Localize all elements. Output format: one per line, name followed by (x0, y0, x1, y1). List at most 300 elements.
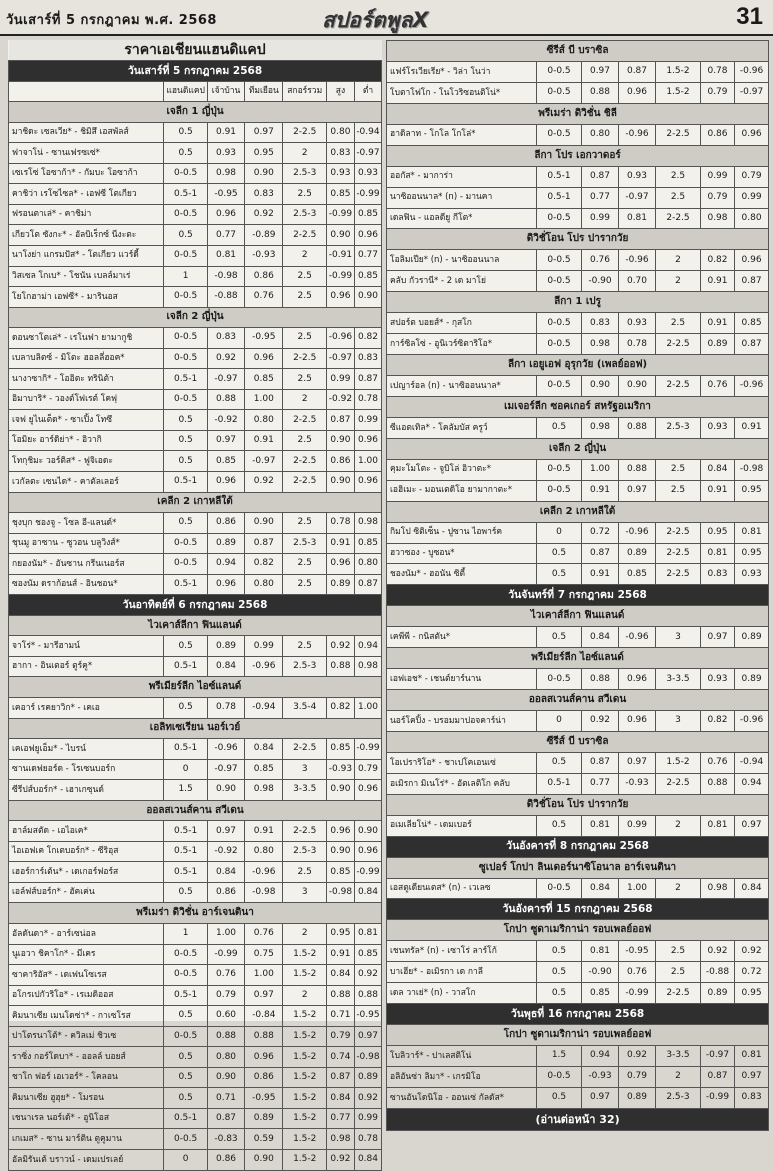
league-header-label: เคลีก 2 เกาหลีใต้ (9, 492, 382, 513)
odds-cell: 0.82 (354, 328, 381, 349)
odds-cell: 0.95 (735, 480, 769, 501)
odds-cell: 0.88 (619, 459, 656, 480)
odds-cell: 0.59 (245, 1129, 283, 1150)
match-teams: คุมะโมโตะ - จูบิโล่ อิวาตะ* (387, 459, 537, 480)
odds-cell: 0.93 (619, 166, 656, 187)
odds-cell: 0 (164, 1150, 208, 1171)
odds-cell: 0.5 (164, 882, 208, 903)
odds-cell: 0.86 (207, 513, 244, 534)
league-header-label: เจลีก 1 ญี่ปุ่น (9, 102, 382, 123)
match-row (387, 480, 769, 501)
odds-cell: 2.5-3 (656, 1087, 701, 1108)
odds-cell: 0.87 (582, 166, 619, 187)
league-header (387, 292, 769, 313)
odds-cell: 0.86 (245, 1067, 283, 1088)
odds-cell: 0.93 (207, 143, 244, 164)
odds-cell: 1.5-2 (283, 965, 327, 986)
odds-cell: 0.90 (326, 430, 354, 451)
match-teams: เกียวโต ซังกะ* - อัลบิเร็กซ์ นีงะตะ (9, 225, 164, 246)
league-header (387, 731, 769, 752)
odds-cell: 0.99 (245, 636, 283, 657)
odds-cell: 2.5 (283, 636, 327, 657)
section-title-label: ราคาเอเชียนแฮนดิแคป (9, 40, 382, 61)
match-row (387, 1046, 769, 1067)
odds-cell: 0.89 (326, 574, 354, 595)
odds-cell: 0.96 (354, 780, 381, 801)
odds-cell: 0.93 (701, 669, 735, 690)
odds-cell: 0.98 (582, 417, 619, 438)
match-teams: เอฮิเมะ - มอนเตดิโอ ยามากาตะ* (387, 480, 537, 501)
odds-cell: 0.96 (245, 348, 283, 369)
page-header (0, 0, 773, 36)
odds-cell: -0.93 (619, 773, 656, 794)
match-teams: กิมโป ซิติเซ็น - ปูซาน ไอพาร์ค (387, 522, 537, 543)
odds-cell: -0.90 (582, 271, 619, 292)
odds-cell: 0-0.5 (164, 245, 208, 266)
odds-cell: 0.80 (245, 410, 283, 431)
match-row (387, 1087, 769, 1108)
odds-cell: -0.92 (326, 389, 354, 410)
odds-cell: 0.95 (701, 522, 735, 543)
odds-cell: 2-2.5 (283, 451, 327, 472)
odds-cell: 0.5 (164, 143, 208, 164)
odds-cell: 0.84 (245, 739, 283, 760)
odds-cell: 2-2.5 (656, 983, 701, 1004)
odds-cell: 0-0.5 (164, 533, 208, 554)
match-row (387, 187, 769, 208)
odds-cell: -0.99 (354, 739, 381, 760)
odds-cell: 0.85 (354, 533, 381, 554)
odds-cell: 2 (656, 878, 701, 899)
odds-cell: 0.79 (354, 759, 381, 780)
match-row (9, 965, 382, 986)
odds-cell: 0.96 (735, 124, 769, 145)
odds-cell: -0.88 (207, 287, 244, 308)
odds-cell: 0.79 (735, 166, 769, 187)
odds-cell: 0.80 (326, 122, 354, 143)
match-teams: เอสตูเดียนเตส* (n) - เวเลซ (387, 878, 537, 899)
odds-cell: 0.5 (537, 417, 582, 438)
odds-cell: 0.70 (619, 271, 656, 292)
odds-cell: -0.93 (245, 245, 283, 266)
league-header (387, 501, 769, 522)
match-teams: การ์ซิลโซ่ - อูนิเวร์ซิตาริโอ* (387, 334, 537, 355)
league-header-label: ออลสเวนส์คาน สวีเดน (387, 690, 769, 711)
odds-cell: 0.90 (619, 376, 656, 397)
odds-cell: 0.96 (619, 669, 656, 690)
match-row (9, 410, 382, 431)
league-header-label: ไวเคาส์ลีกา ฟินแลนด์ (387, 606, 769, 627)
odds-cell: 2.5 (283, 266, 327, 287)
column-header: แฮนดิแคป (164, 81, 208, 102)
odds-cell: 0.84 (735, 878, 769, 899)
odds-cell: 0.75 (245, 944, 283, 965)
odds-cell: -0.95 (207, 184, 244, 205)
odds-cell: 0.96 (354, 225, 381, 246)
odds-cell: -0.90 (582, 962, 619, 983)
odds-cell: 1 (164, 924, 208, 945)
odds-cell: 0.97 (207, 821, 244, 842)
league-header (9, 903, 382, 924)
match-row (9, 574, 382, 595)
odds-cell: 0.87 (701, 1066, 735, 1087)
match-row (387, 250, 769, 271)
odds-cell: 2.5 (283, 328, 327, 349)
match-teams: เดลฟิน - แอลดียู กีโต* (387, 208, 537, 229)
odds-cell: -0.97 (619, 187, 656, 208)
odds-cell: 0.98 (582, 334, 619, 355)
match-row (9, 759, 382, 780)
odds-cell: -0.96 (207, 739, 244, 760)
match-row (9, 245, 382, 266)
odds-cell: -0.96 (619, 522, 656, 543)
match-row (9, 430, 382, 451)
odds-cell: 0.5 (164, 513, 208, 534)
odds-cell: -0.94 (354, 122, 381, 143)
match-teams: ฮาล์มสตัด - เอไอเค* (9, 821, 164, 842)
odds-cell: 0.76 (701, 752, 735, 773)
match-row (387, 124, 769, 145)
match-teams: ฟรอนตาเล่* - คาชิม่า (9, 204, 164, 225)
odds-cell: 1.5-2 (283, 1108, 327, 1129)
odds-cell: 2 (283, 389, 327, 410)
odds-cell: 0.5-1 (537, 166, 582, 187)
odds-cell: 0.79 (701, 82, 735, 103)
odds-cell: 0.92 (326, 1150, 354, 1171)
odds-cell: 0.88 (207, 389, 244, 410)
odds-cell: -0.95 (619, 941, 656, 962)
match-row (387, 522, 769, 543)
odds-cell: 0.79 (701, 187, 735, 208)
league-header (9, 492, 382, 513)
odds-cell: 0.95 (735, 983, 769, 1004)
match-row (387, 82, 769, 103)
odds-cell: 0.78 (701, 61, 735, 82)
odds-cell: 0.93 (701, 417, 735, 438)
match-row (9, 1047, 382, 1068)
odds-cell: 0.87 (207, 1108, 244, 1129)
odds-cell: 0.81 (207, 245, 244, 266)
odds-cell: 1.5-2 (283, 1026, 327, 1047)
match-teams: โบตาโฟโก - โนโวริซอนติโน่* (387, 82, 537, 103)
odds-cell: 0.99 (326, 369, 354, 390)
match-teams: อเมิรกา มิเนโร่* - อัตเลติโก คลับ (387, 773, 537, 794)
match-teams: อัลดันดา* - อาร์เซน่อล (9, 924, 164, 945)
match-row (387, 543, 769, 564)
continued-note-label: (อ่านต่อหน้า 32) (387, 1108, 769, 1130)
match-row (387, 878, 769, 899)
league-header (387, 794, 769, 815)
odds-cell: 1.5-2 (283, 1067, 327, 1088)
match-teams: เซเรโซ่ โอซาก้า* - กัมบะ โอซาก้า (9, 163, 164, 184)
match-teams: ซานเดฟยอร์ด - โรเซนบอร์ก (9, 759, 164, 780)
odds-cell: 0.98 (701, 878, 735, 899)
odds-cell: 0.60 (207, 1006, 244, 1027)
match-row (387, 669, 769, 690)
league-header (387, 41, 769, 62)
odds-cell: 0.83 (354, 348, 381, 369)
odds-cell: -0.97 (245, 451, 283, 472)
odds-cell: 0.84 (326, 1088, 354, 1109)
match-teams: ซีแอตเทิล* - โคลัมบัส ครูว์ (387, 417, 537, 438)
odds-cell: 2 (283, 143, 327, 164)
odds-cell: -0.99 (354, 184, 381, 205)
column-header: เจ้าบ้าน (207, 81, 244, 102)
match-row (387, 334, 769, 355)
section-title (9, 40, 382, 61)
odds-cell: 0.90 (326, 471, 354, 492)
odds-cell: 0.94 (582, 1046, 619, 1067)
odds-cell: 3.5-4 (283, 698, 327, 719)
match-row (387, 962, 769, 983)
league-header-label: พรีเมร่า ดิวิชั่น ชิลี (387, 103, 769, 124)
odds-cell: 0.89 (207, 533, 244, 554)
odds-cell: 0.85 (354, 204, 381, 225)
odds-cell: 2.5-3 (283, 204, 327, 225)
page-number: 31 (736, 3, 763, 30)
match-row (387, 773, 769, 794)
odds-cell: 0.5-1 (164, 862, 208, 883)
match-teams: ฟาจาโน่ - ซานเฟรซเซ่* (9, 143, 164, 164)
odds-cell: 0.93 (619, 313, 656, 334)
match-row (9, 636, 382, 657)
odds-cell: 0.72 (735, 962, 769, 983)
league-header-label: โกปา ซูดาเมริกาน่า รอบเพลย์ออฟ (387, 1025, 769, 1046)
league-header (9, 615, 382, 636)
odds-cell: -0.98 (735, 459, 769, 480)
odds-cell: 2 (656, 815, 701, 836)
league-header (387, 648, 769, 669)
odds-cell: 2.5 (656, 962, 701, 983)
column-header: ทีมเยือน (245, 81, 283, 102)
league-header-label: พรีเมียร์ลีก ไอซ์แลนด์ (387, 648, 769, 669)
odds-cell: 0.76 (582, 250, 619, 271)
match-row (9, 862, 382, 883)
match-row (9, 924, 382, 945)
match-teams: อเมเลียโน่* - เดมเบอร์ (387, 815, 537, 836)
odds-cell: 0.89 (701, 983, 735, 1004)
odds-cell: 0.96 (619, 82, 656, 103)
odds-cell: 0.99 (354, 410, 381, 431)
odds-cell: 2-2.5 (656, 208, 701, 229)
odds-cell: 2-2.5 (656, 543, 701, 564)
odds-cell: 0.87 (354, 574, 381, 595)
odds-cell: 0.92 (326, 636, 354, 657)
match-teams: คิมนาเซีย เมนโดซ่า* - กาเซโรส (9, 1006, 164, 1027)
league-header-label: ออลสเวนส์คาน สวีเดน (9, 800, 382, 821)
match-teams: โอลิมเปีย* (n) - นาซิออนนาล (387, 250, 537, 271)
match-row (9, 204, 382, 225)
odds-cell: 0.92 (245, 471, 283, 492)
match-teams: อโกรเปกัวริโอ* - เรเมดิออส (9, 985, 164, 1006)
match-teams: ไอเอฟเค โกเตบอร์ก* - ซีริอุส (9, 841, 164, 862)
odds-cell: 0.80 (582, 124, 619, 145)
masthead-logo: สปอร์ตพูลX (322, 8, 429, 32)
odds-cell: 0.97 (245, 122, 283, 143)
odds-cell: 0.84 (207, 656, 244, 677)
odds-cell: 0.88 (701, 773, 735, 794)
match-teams: เอล์ฟส์บอร์ก* - ฮัคเค่น (9, 882, 164, 903)
match-row (9, 163, 382, 184)
date-banner (9, 595, 382, 616)
odds-cell: 0.83 (735, 1087, 769, 1108)
match-row (9, 513, 382, 534)
odds-cell: 1.5 (537, 1046, 582, 1067)
odds-cell: 0.79 (326, 1026, 354, 1047)
odds-cell: -0.99 (619, 983, 656, 1004)
odds-cell: 2-2.5 (283, 410, 327, 431)
odds-cell: -0.99 (326, 204, 354, 225)
match-teams: ฮาดิลาท - โกโล โกโล่* (387, 124, 537, 145)
match-teams: วิสเซล โกเบ* - โชนัน เบลล์มาเร่ (9, 266, 164, 287)
date-banner (387, 836, 769, 857)
odds-cell: 1.00 (619, 878, 656, 899)
odds-cell: 0.5 (164, 1047, 208, 1068)
league-header (387, 103, 769, 124)
odds-cell: 0.80 (735, 208, 769, 229)
odds-cell: 0.97 (619, 480, 656, 501)
odds-cell: 1.00 (207, 924, 244, 945)
odds-cell: 0.89 (619, 1087, 656, 1108)
odds-cell: 2.5 (283, 287, 327, 308)
odds-cell: 0-0.5 (537, 376, 582, 397)
match-teams: ชองนัม* - ฮอนัน ซิตี้ (387, 564, 537, 585)
odds-cell: 2.5 (656, 187, 701, 208)
odds-cell: 2-2.5 (283, 348, 327, 369)
odds-cell: 0.97 (207, 430, 244, 451)
odds-cell: 2-2.5 (656, 564, 701, 585)
odds-cell: 0-0.5 (164, 1129, 208, 1150)
odds-cell: -0.97 (354, 143, 381, 164)
odds-cell: 2-2.5 (656, 334, 701, 355)
match-row (387, 313, 769, 334)
match-teams: ชุงบุก ชองจู - โซล อี-แลนด์* (9, 513, 164, 534)
odds-cell: -0.96 (326, 328, 354, 349)
odds-cell: 0.90 (326, 780, 354, 801)
odds-cell: 1.5-2 (283, 1088, 327, 1109)
odds-cell: -0.96 (735, 61, 769, 82)
odds-cell: 0.90 (582, 376, 619, 397)
odds-cell: 2.5 (283, 369, 327, 390)
match-row (387, 459, 769, 480)
date-banner (9, 61, 382, 82)
odds-cell: 2.5 (656, 480, 701, 501)
match-teams: เกเมส* - ซาน มาร์ติน ตูคูมาน (9, 1129, 164, 1150)
odds-cell: 0.96 (207, 574, 244, 595)
match-row (387, 711, 769, 732)
odds-cell: 0.98 (701, 208, 735, 229)
odds-cell: -0.96 (619, 627, 656, 648)
match-row (9, 944, 382, 965)
odds-cell: 0.5-1 (164, 471, 208, 492)
odds-cell: 0.95 (735, 543, 769, 564)
match-teams: ฮากา - อินเตอร์ ตูร์คู* (9, 656, 164, 677)
odds-cell: 0-0.5 (537, 82, 582, 103)
match-teams: นูเอวา ชิคาโก* - มีเคร (9, 944, 164, 965)
odds-cell: -0.96 (735, 376, 769, 397)
odds-cell: 2.5 (656, 313, 701, 334)
odds-cell: -0.95 (245, 1088, 283, 1109)
odds-cell: 0.5 (537, 543, 582, 564)
match-row (9, 389, 382, 410)
date-banner-label: วันเสาร์ที่ 5 กรกฎาคม 2568 (9, 61, 382, 82)
odds-cell: 0-0.5 (537, 208, 582, 229)
match-teams: เบลาบลิตซ์ - มิโตะ ฮอลลี่ฮอค* (9, 348, 164, 369)
odds-cell: 2.5 (283, 184, 327, 205)
odds-cell: -0.96 (245, 656, 283, 677)
league-header-label: เจลีก 2 ญี่ปุ่น (9, 307, 382, 328)
odds-cell: 0 (537, 522, 582, 543)
odds-cell: -0.98 (207, 266, 244, 287)
league-header (387, 857, 769, 878)
odds-cell: 0.77 (582, 187, 619, 208)
match-row (9, 1026, 382, 1047)
odds-cell: 0.79 (619, 1066, 656, 1087)
odds-cell: 0 (164, 759, 208, 780)
match-teams: โอเปราริโอ* - ชาเปโคเอนเซ่ (387, 752, 537, 773)
match-teams: อิมาบาริ* - วองต์โฟเรต์ โคฟุ (9, 389, 164, 410)
odds-cell: 0.82 (701, 250, 735, 271)
odds-cell: 0.92 (619, 1046, 656, 1067)
match-teams: เวกัลตะ เซนได* - คาตัลเลอร์ (9, 471, 164, 492)
odds-cell: 0.76 (245, 287, 283, 308)
odds-cell: 0-0.5 (537, 669, 582, 690)
match-teams: ราซิ่ง กอร์โดบา* - ออลล์ บอยส์ (9, 1047, 164, 1068)
odds-cell: -0.99 (354, 862, 381, 883)
odds-cell: 2.5-3 (283, 163, 327, 184)
league-header (387, 355, 769, 376)
match-teams: คาชิว่า เรโซไซล* - เอฟซี โตเกียว (9, 184, 164, 205)
odds-cell: 0.81 (619, 208, 656, 229)
match-row (387, 815, 769, 836)
odds-cell: 0.96 (354, 841, 381, 862)
odds-cell: 0.85 (582, 983, 619, 1004)
odds-cell: 0.87 (582, 752, 619, 773)
match-row (9, 554, 382, 575)
match-row (9, 1108, 382, 1129)
odds-cell: 2 (656, 271, 701, 292)
match-teams: ชาโก ฟอร์ เอเวอร์* - โคลอน (9, 1067, 164, 1088)
date-banner-label: วันพุธที่ 16 กรกฎาคม 2568 (387, 1004, 769, 1025)
continued-note (387, 1108, 769, 1130)
odds-cell: -0.95 (354, 1006, 381, 1027)
odds-cell: -0.92 (207, 410, 244, 431)
odds-cell: -0.97 (326, 348, 354, 369)
odds-cell: 0.87 (326, 410, 354, 431)
odds-cell: 0.81 (735, 522, 769, 543)
odds-cell: 0.89 (354, 1067, 381, 1088)
column-header (9, 81, 164, 102)
match-teams: เฮอร์การ์เต้น* - เดเกอร์ฟอร์ส (9, 862, 164, 883)
odds-cell: -0.99 (207, 944, 244, 965)
odds-cell: 0.96 (245, 1047, 283, 1068)
match-row (9, 1150, 382, 1171)
match-row (9, 698, 382, 719)
league-header (9, 307, 382, 328)
odds-cell: 0.84 (701, 459, 735, 480)
odds-cell: 0-0.5 (537, 61, 582, 82)
match-teams: ออกัส* - มาการ่า (387, 166, 537, 187)
match-teams: ซานอันโดนิโอ - ออนเซ่ กัลดัส* (387, 1087, 537, 1108)
league-header (387, 606, 769, 627)
league-header (387, 690, 769, 711)
odds-cell: 0.76 (619, 962, 656, 983)
odds-cell: -0.97 (207, 369, 244, 390)
odds-cell: 0.96 (326, 554, 354, 575)
odds-cell: 2-2.5 (656, 773, 701, 794)
odds-cell: 0.91 (701, 313, 735, 334)
odds-cell: 0.96 (354, 471, 381, 492)
